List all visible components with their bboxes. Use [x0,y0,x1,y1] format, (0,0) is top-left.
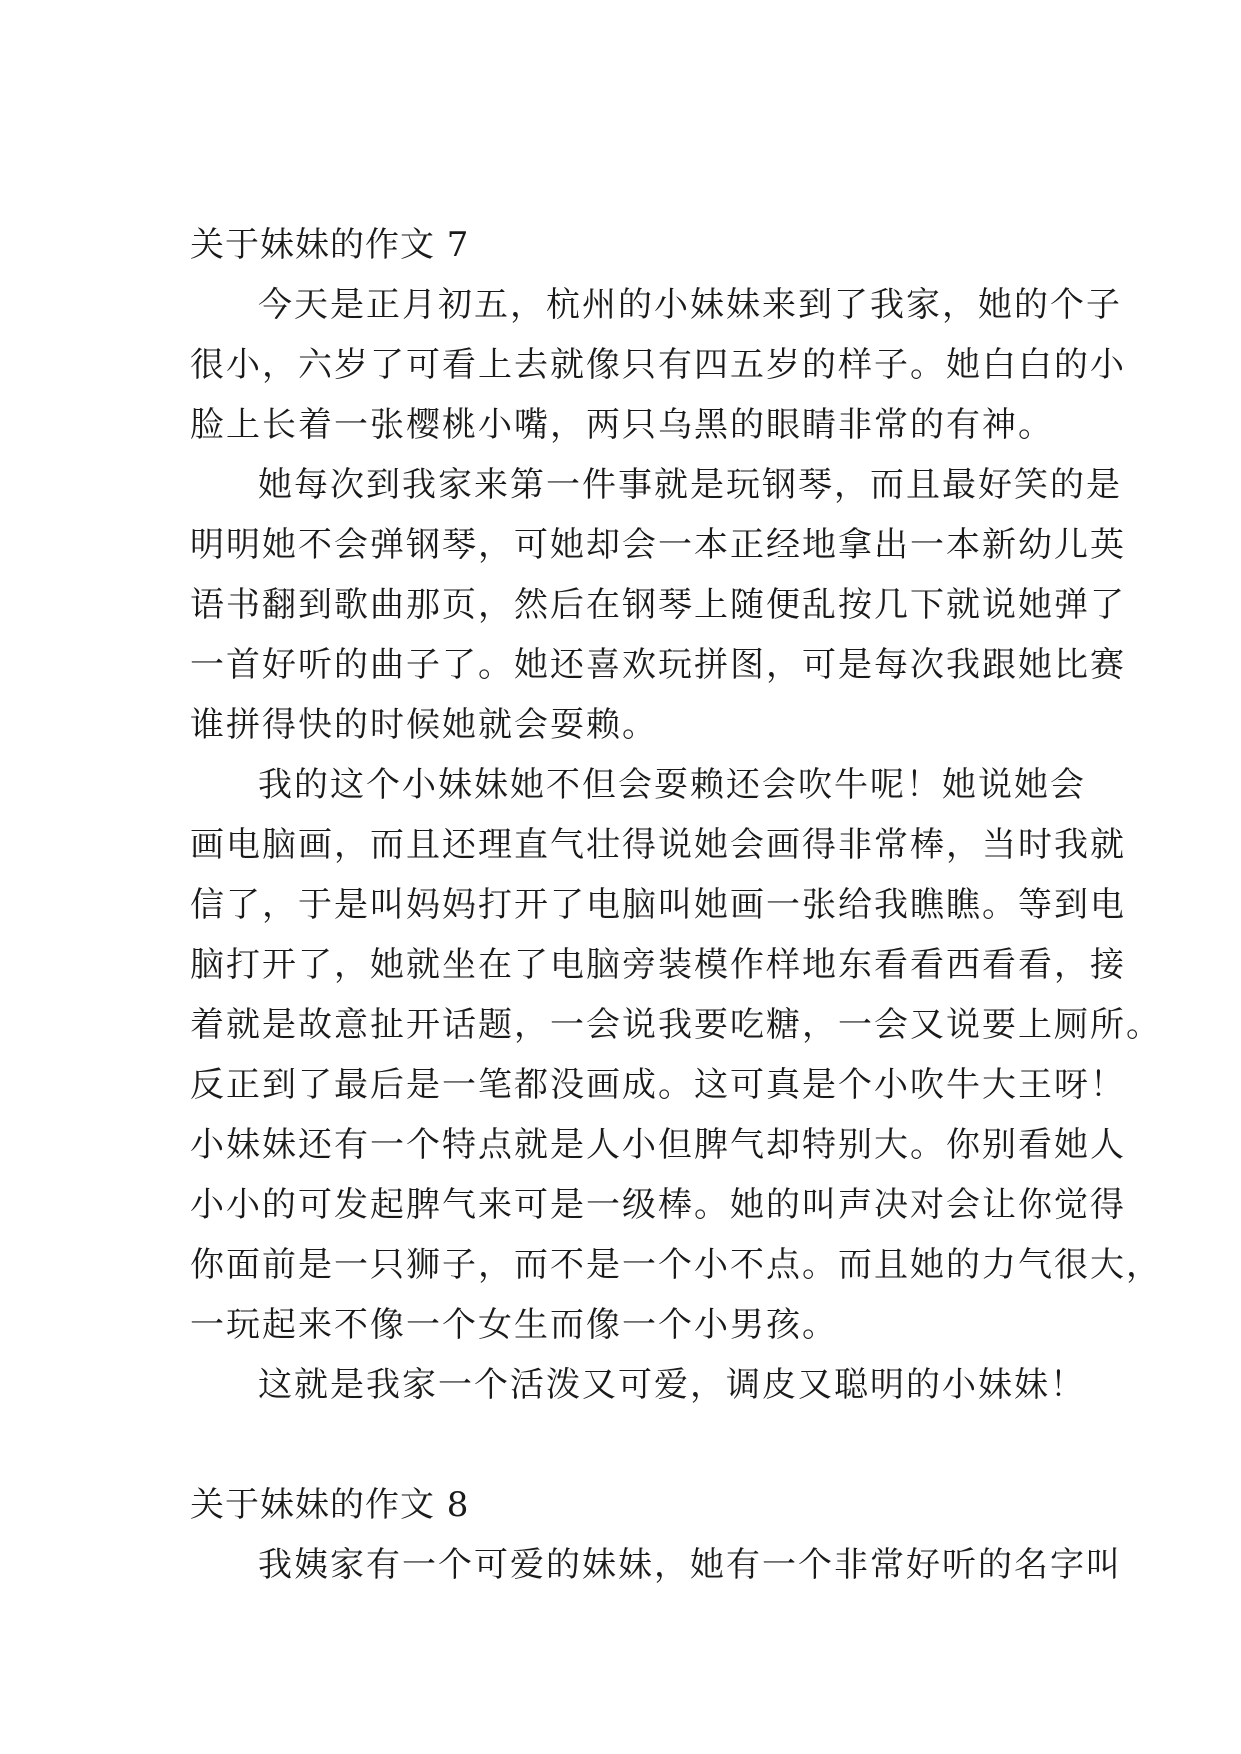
paragraph-line: 我姨家有一个可爱的妹妹，她有一个非常好听的名字叫 [258,1545,1122,1585]
paragraph-line: 谁拼得快的时候她就会耍赖。 [190,705,658,745]
paragraph-line: 反正到了最后是一笔都没画成。这可真是个小吹牛大王呀！ [190,1065,1126,1105]
paragraph-line: 脑打开了，她就坐在了电脑旁装模作样地东看看西看看，接 [190,945,1126,985]
paragraph-line: 脸上长着一张樱桃小嘴，两只乌黑的眼睛非常的有神。 [190,405,1054,445]
paragraph-line: 小小的可发起脾气来可是一级棒。她的叫声决对会让你觉得 [190,1185,1126,1225]
essay-7-title: 关于妹妹的作文 7 [190,225,470,265]
paragraph-line: 小妹妹还有一个特点就是人小但脾气却特别大。你别看她人 [190,1125,1126,1165]
paragraph-line: 这就是我家一个活泼又可爱，调皮又聪明的小妹妹！ [258,1365,1086,1405]
paragraph-line: 画电脑画，而且还理直气壮得说她会画得非常棒，当时我就 [190,825,1126,865]
paragraph-line: 一玩起来不像一个女生而像一个小男孩。 [190,1305,838,1345]
paragraph-line: 语书翻到歌曲那页，然后在钢琴上随便乱按几下就说她弹了 [190,585,1126,625]
paragraph-line: 我的这个小妹妹她不但会耍赖还会吹牛呢！她说她会 [258,765,1086,805]
paragraph-line: 你面前是一只狮子，而不是一个小不点。而且她的力气很大， [190,1245,1162,1285]
paragraph-line: 很小，六岁了可看上去就像只有四五岁的样子。她白白的小 [190,345,1126,385]
paragraph-line: 着就是故意扯开话题，一会说我要吃糖，一会又说要上厕所。 [190,1005,1162,1045]
paragraph-line: 今天是正月初五，杭州的小妹妹来到了我家，她的个子 [258,285,1122,325]
paragraph-line: 她每次到我家来第一件事就是玩钢琴，而且最好笑的是 [258,465,1122,505]
paragraph-line: 明明她不会弹钢琴，可她却会一本正经地拿出一本新幼儿英 [190,525,1126,565]
essay-8-title: 关于妹妹的作文 8 [190,1485,470,1525]
paragraph-line: 信了，于是叫妈妈打开了电脑叫她画一张给我瞧瞧。等到电 [190,885,1126,925]
paragraph-line: 一首好听的曲子了。她还喜欢玩拼图，可是每次我跟她比赛 [190,645,1126,685]
